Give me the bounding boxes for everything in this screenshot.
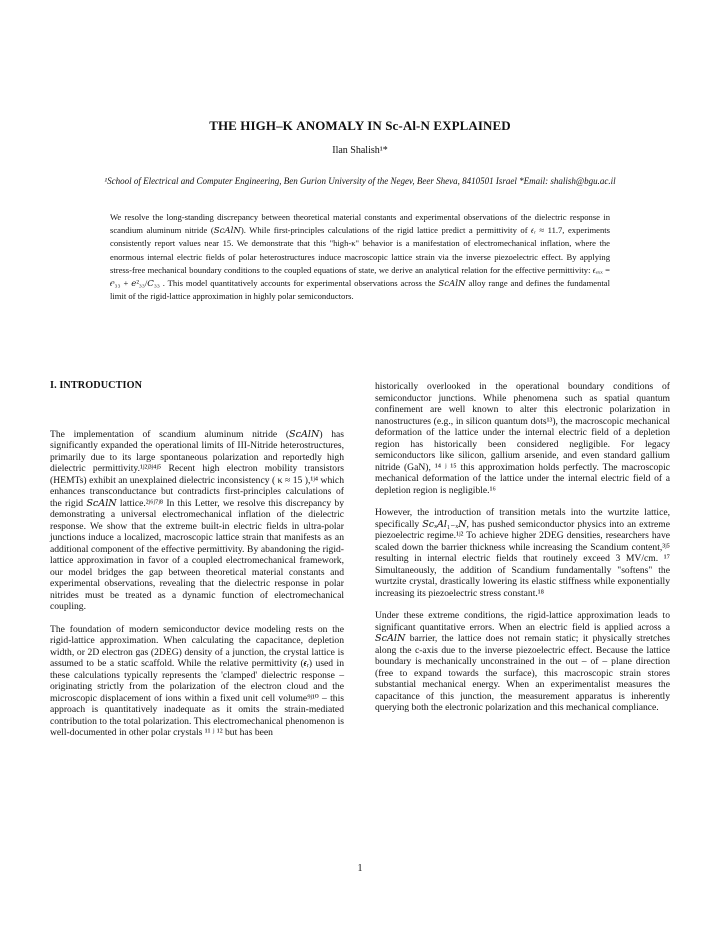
left-column [50, 380, 344, 750]
right-column [375, 381, 670, 725]
paper-title: THE HIGH–Κ ANOMALY IN Sc-Al-N EXPLAINED [209, 118, 511, 133]
page-number: 1 [357, 863, 363, 874]
paragraph: However, the introduction of transition metals into the wurtzite lattice, specifically 𝑆𝑐ₓ𝐴𝑙₁₋ₓ𝑁, has pushed semiconductor physics into an extreme piezoelectric regime.¹ʲ² To achieve higher 2DEG densities, researchers have scaled down the barrier thickness while increasing the Scandium content,³ʲ⁵ resulting in internal electric fields that routinely exceed 3 MV/cm. ¹⁷ Simultaneously, the addition of Scandium fundamentally "softens" the wurtzite crystal, drastically lowering its elastic stiffness while exponentially increasing its piezoelectric stress constant.¹⁸ [375, 507, 670, 599]
section-heading: I. INTRODUCTION [50, 380, 143, 391]
paragraph: Under these extreme conditions, the rigid-lattice approximation leads to significant quantitative errors. When an electric field is applied across a 𝑆𝑐𝐴𝑙𝑁 barrier, the lattice does not remain static; it physically stretches along the c-axis due to the inverse piezoelectric effect. Because the lattice boundary is mechanically unconstrained in the out – of – plane direction (free to expand towards the surface), this macroscopic strain stores substantial mechanical energy. When an experimentalist measures the capacitance of this junction, the measurement apparatus is inherently querying both the electronic polarization and this mechanical compliance. [375, 610, 670, 713]
paragraph: The implementation of scandium aluminum nitride (𝑆𝑐𝐴𝑙𝑁) has significantly expanded the operational limits of III-Nitride heterostructures, primarily due to its large spontaneous polarization and reportedly high dielectric permittivity.¹ʲ²ʲ³ʲ⁴ʲ⁵ Recent high electron mobility transistors (HEMTs) exhibit an unexplained dielectric inconsistency ( κ ≈ 15 ),¹ʲ⁴ which enhances transconductance but contradicts first-principles calculations of the rigid 𝑆𝑐𝐴𝑙𝑁 lattice.²ʲ⁶ʲ⁷ʲ⁸ In this Letter, we resolve this discrepancy by demonstrating a universal electromechanical inflation of the dielectric response. We show that the extreme built-in electric fields in ultra-polar junctions induce a localized, macroscopic lattice strain that manifests as an additional component of the effective permittivity. By abandoning the rigid-lattice approximation in favor of a coupled electromechanical framework, our model bridges the gap between theoretical material constants and experimental observations, revealing that the dielectric response in polar nitrides must be treated as a dynamic function of electromechanical coupling. [50, 428, 344, 612]
paragraph: historically overlooked in the operational boundary conditions of semiconductor junctions. While phenomena such as spatial quantum confinement are well known to alter this electronic polarization in nanostructures (e.g., in silicon quantum dots¹³), the macroscopic mechanical deformation of the lattice under the internal electric field of a depletion region has historically been considered negligible. For legacy semiconductors like silicon, gallium arsenide, and even standard gallium nitride (GaN), ¹⁴ ʲ ¹⁵ this approximation holds perfectly. The macroscopic mechanical deformation of the lattice under the internal electric field of a depletion region is negligible.¹⁶ [375, 381, 670, 496]
abstract: We resolve the long-standing discrepancy between theoretical material constants and experimental observations of the dielectric response in scandium aluminum nitride (𝑆𝑐𝐴𝑙𝑁). While first-principles calculations of the rigid lattice predict a permittivity of 𝜖ᵣ ≈ 11.7, experiments consistently report values near 15. We demonstrate that this "high-κ" behavior is a manifestation of electromechanical inflation, where the enormous internal electric fields of polar heterostructures induce macroscopic lattice strain via the inverse piezoelectric effect. By applying stress-free mechanical boundary conditions to the coupled equations of state, we derive an analytical relation for the effective permittivity: 𝜖ₑₓₓ = 𝜖ˢ₃₃ + 𝑒²₃₃/𝐶₃₃ . This model quantitatively accounts for experimental observations across the 𝑆𝑐𝐴𝑙𝑁 alloy range and defines the fundamental limit of the rigid-lattice approximation in highly polar semiconductors. [110, 212, 610, 302]
paragraph: The foundation of modern semiconductor device modeling rests on the rigid-lattice approximation. When calculating the capacitance, depletion width, or 2D electron gas (2DEG) density of a junction, the crystal lattice is assumed to be a static scaffold. While the relative permittivity (𝜖ᵣ) used in these calculations typically represents the 'clamped' dielectric response – originating strictly from the polarization of the electron cloud and the microscopic displacement of ions within a fixed unit cell volume⁹ʲ¹⁰ – this approach is quantitatively inadequate as it omits the strain-mediated contribution to the total polarization. This electromechanical phenomenon is well-documented in other polar crystals ¹¹ ʲ ¹² but has been [50, 623, 344, 738]
author-line: Ilan Shalish¹* [332, 145, 388, 156]
affiliation: ¹School of Electrical and Computer Engineering, Ben Gurion University of the Negev, Beer Sheva, 8410501 Israel *Email: shalish@bgu.ac.il [104, 176, 616, 186]
